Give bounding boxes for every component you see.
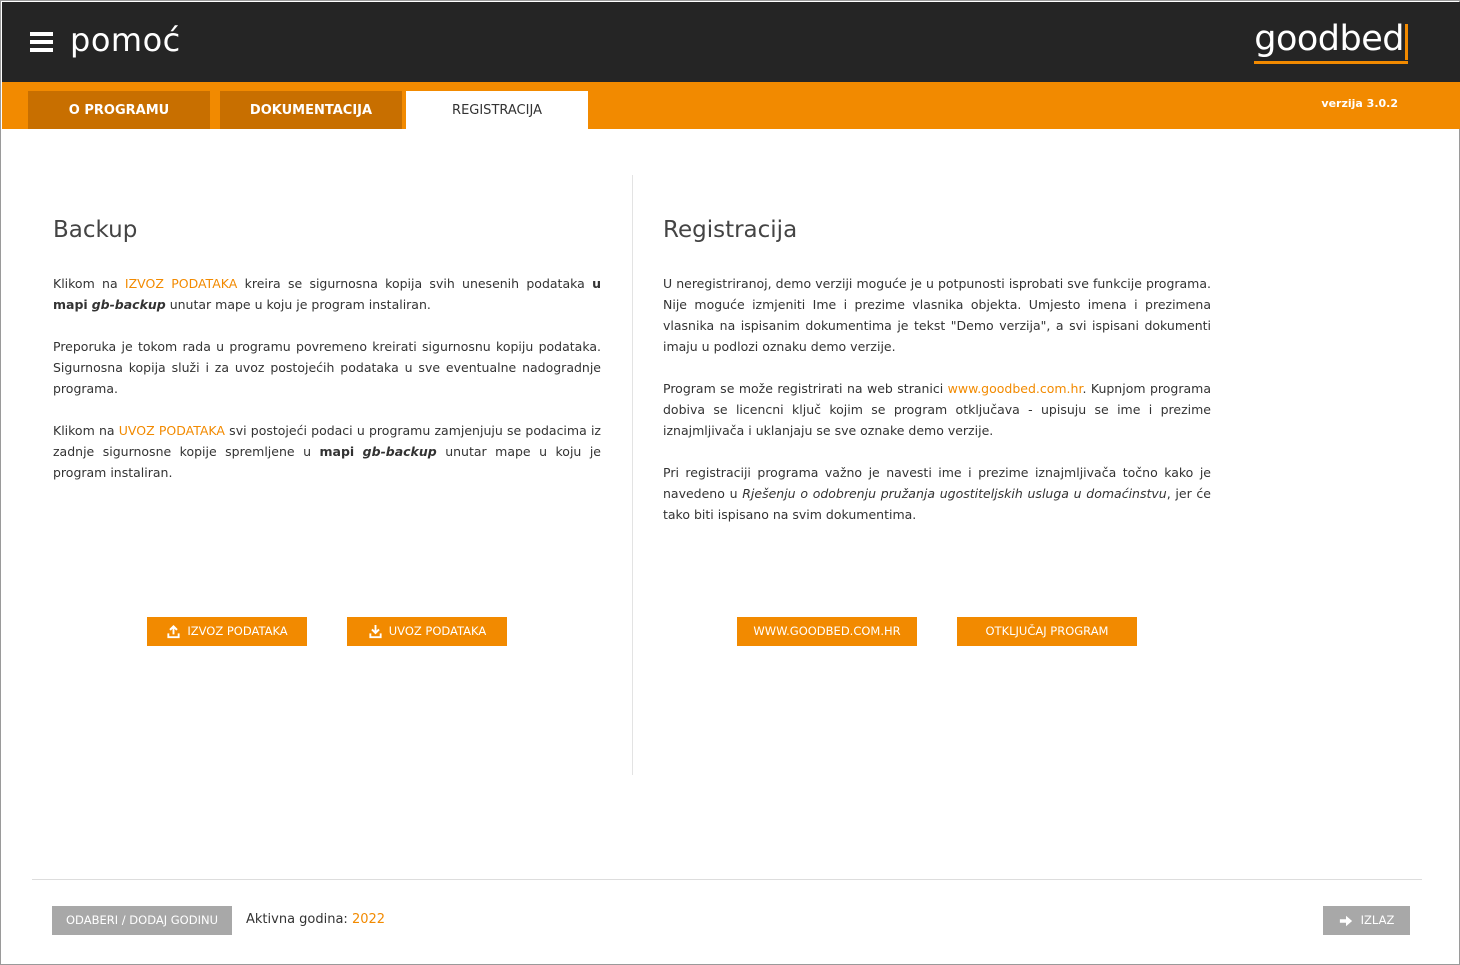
registration-paragraph-demo: U neregistriranoj, demo verziji moguće je u potpunosti isprobati sve funkcije programa. Nije moguće izmjeniti Ime i prezime vlasnika objekta. Umjesto imena i prezimena vlasnika na ispisanim dokumentima je tekst "Demo verzija", a svi ispisani dokumenti imaju u podlozi oznaku demo verzije. bbox=[663, 276, 1211, 354]
header-bar bbox=[2, 2, 1460, 82]
backup-paragraph-export: Klikom na IZVOZ PODATAKA kreira se sigurnosna kopija svih unesenih podataka u mapi gb-backup unutar mape u koju je program instaliran. bbox=[53, 276, 601, 312]
tab-bar bbox=[2, 82, 1460, 129]
active-year: Aktivna godina: 2022 bbox=[246, 912, 386, 927]
export-data-button[interactable]: IZVOZ PODATAKA bbox=[147, 617, 307, 646]
registration-heading: Registracija bbox=[663, 217, 798, 243]
page-title: pomoć bbox=[70, 21, 181, 59]
version-label: verzija 3.0.2 bbox=[1321, 97, 1398, 110]
backup-section bbox=[53, 215, 601, 504]
arrow-right-icon bbox=[1339, 914, 1353, 928]
unlock-program-button[interactable]: OTKLJUČAJ PROGRAM bbox=[957, 617, 1137, 646]
column-divider bbox=[632, 175, 633, 775]
website-button[interactable]: WWW.GOODBED.COM.HR bbox=[737, 617, 917, 646]
hamburger-menu-icon[interactable] bbox=[30, 32, 53, 52]
goodbed-website-link[interactable]: www.goodbed.com.hr bbox=[947, 381, 1083, 396]
backup-paragraph-import: Klikom na UVOZ PODATAKA svi postojeći podaci u programu zamjenjuju se podacima iz zadnje sigurnosne kopije spremljene u mapi gb-backup unutar mape u koju je program instaliran. bbox=[53, 423, 601, 480]
registration-paragraph-web: Program se može registrirati na web stranici www.goodbed.com.hr. Kupnjom programa dobiva se licencni ključ kojim se program otključava - upisuju se ime i prezime iznajmljivača i uklanjaju se sve oznake demo verzije. bbox=[663, 381, 1211, 438]
upload-icon bbox=[166, 624, 181, 639]
active-year-value: 2022 bbox=[351, 912, 386, 927]
exit-button[interactable]: IZLAZ bbox=[1323, 906, 1410, 935]
backup-heading: Backup bbox=[53, 217, 138, 243]
select-add-year-button[interactable]: ODABERI / DODAJ GODINU bbox=[52, 906, 232, 935]
download-icon bbox=[368, 624, 383, 639]
tab-registracija[interactable]: REGISTRACIJA bbox=[406, 91, 588, 129]
import-data-button[interactable]: UVOZ PODATAKA bbox=[347, 617, 507, 646]
registration-paragraph-note: Pri registraciji programa važno je navesti ime i prezime iznajmljivača točno kako je navedeno u Rješenju o odobrenju pružanja ugostiteljskih usluga u domaćinstvu, jer će tako biti ispisano na svim dokumentima. bbox=[663, 465, 1211, 522]
tab-o-programu[interactable]: O PROGRAMU bbox=[28, 91, 210, 129]
registration-section bbox=[663, 215, 1211, 546]
footer-divider bbox=[32, 879, 1422, 880]
backup-paragraph-recommendation: Preporuka je tokom rada u programu povremeno kreirati sigurnosnu kopiju podataka. Sigurnosna kopija služi i za uvoz postojećih podataka u sve eventualne nadogradnje programa. bbox=[53, 339, 601, 396]
tab-dokumentacija[interactable]: DOKUMENTACIJA bbox=[220, 91, 402, 129]
goodbed-logo: goodbed bbox=[1254, 18, 1408, 64]
